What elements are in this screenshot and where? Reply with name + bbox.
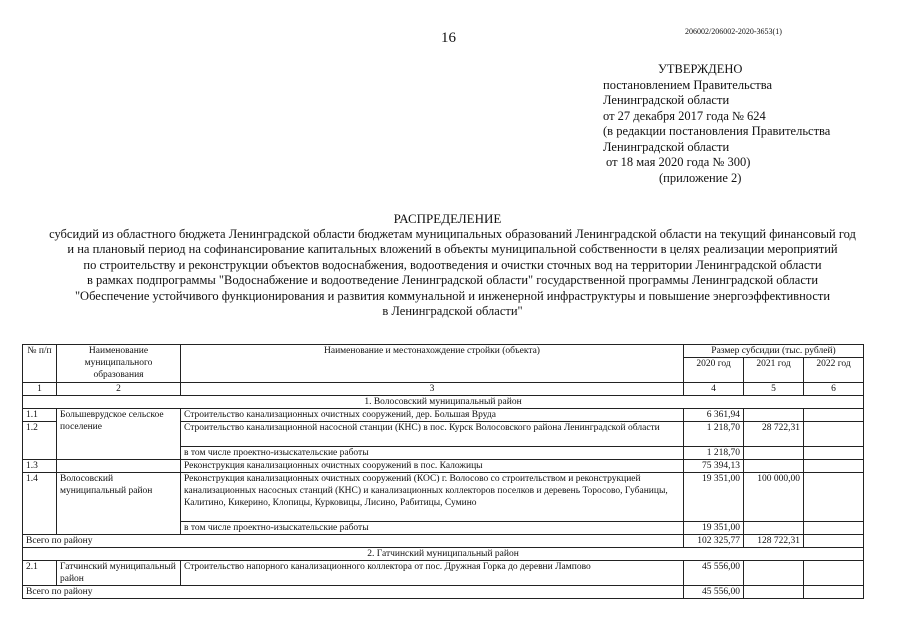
- subrow-value-2020: 1 218,70: [684, 447, 744, 460]
- header-year-2022: 2022 год: [804, 358, 864, 383]
- table-row: [23, 473, 864, 522]
- approval-line: (приложение 2): [659, 170, 742, 185]
- approval-line: Ленинградской области: [603, 139, 730, 154]
- row-value-2020: 1 218,70: [684, 422, 744, 447]
- empty-cell: [744, 586, 804, 599]
- row-municipality: Гатчинский муниципальный район: [57, 561, 181, 586]
- empty-cell: [804, 561, 864, 586]
- row-object: Реконструкция канализационных очистных сооружений в пос. Каложицы: [181, 460, 684, 473]
- empty-cell: [804, 447, 864, 460]
- row-value-2021: [744, 409, 804, 422]
- total-value-2020: 45 556,00: [684, 586, 744, 599]
- header-year-2021: 2021 год: [744, 358, 804, 383]
- empty-cell: [804, 460, 864, 473]
- approval-line: постановлением Правительства: [603, 77, 773, 92]
- subsidy-table: [22, 344, 864, 599]
- total-label: Всего по району: [23, 535, 684, 548]
- row-value-2020: 45 556,00: [684, 561, 744, 586]
- row-value-2022: [804, 409, 864, 422]
- row-municipality: Волосовский муниципальный район: [57, 473, 181, 535]
- row-value-2020: 19 351,00: [684, 473, 744, 522]
- header-year-2020: 2020 год: [684, 358, 744, 383]
- subrow-value-2020: 19 351,00: [684, 522, 744, 535]
- title-heading: РАСПРЕДЕЛЕНИЕ: [393, 211, 502, 226]
- empty-cell: [744, 522, 804, 535]
- document-code: 206002/206002-2020-3653(1): [685, 27, 782, 36]
- title-line: в Ленинградской области": [382, 304, 523, 318]
- approval-line: (в редакции постановления Правительства: [603, 124, 831, 138]
- header-municipality: Наименование муниципального образования: [57, 345, 181, 383]
- section-title: 1. Волосовский муниципальный район: [23, 396, 864, 409]
- table-row: [23, 460, 864, 473]
- empty-cell: [804, 473, 864, 522]
- empty-cell: [744, 460, 804, 473]
- col-number: 6: [804, 383, 864, 396]
- total-row: [23, 586, 864, 599]
- row-num: 1.4: [23, 473, 57, 535]
- col-number: 4: [684, 383, 744, 396]
- title-line: в рамках подпрограммы "Водоснабжение и водоотведение Ленинградской области" государственной программы Ленинградской области: [86, 273, 819, 287]
- section-row: [23, 548, 864, 561]
- table-row: [23, 409, 864, 422]
- page-number: 16: [441, 30, 456, 46]
- empty-cell: [57, 460, 181, 473]
- table-row: [23, 561, 864, 586]
- row-num: 1.1: [23, 409, 57, 422]
- row-num: 1.3: [23, 460, 57, 473]
- total-value-2020: 102 325,77: [684, 535, 744, 548]
- approval-line: от 27 декабря 2017 года № 624: [603, 108, 766, 123]
- header-subsidy: Размер субсидии (тыс. рублей): [684, 345, 864, 358]
- row-value-2020: 75 394,13: [684, 460, 744, 473]
- col-number: 3: [181, 383, 684, 396]
- col-number: 2: [57, 383, 181, 396]
- empty-cell: [744, 561, 804, 586]
- row-value-2021: 28 722,31: [744, 422, 804, 447]
- section-row: [23, 396, 864, 409]
- header-num: № п/п: [23, 345, 57, 383]
- table-header-row: [23, 345, 864, 358]
- section-title: 2. Гатчинский муниципальный район: [23, 548, 864, 561]
- row-value-2021: 100 000,00: [744, 473, 804, 522]
- row-value-2020: 6 361,94: [684, 409, 744, 422]
- approval-block: [603, 62, 830, 186]
- header-object: Наименование и местонахождение стройки (объекта): [181, 345, 684, 383]
- row-num: 2.1: [23, 561, 57, 586]
- row-object: Строительство напорного канализационного коллектора от пос. Дружная Горка до деревни Лампово: [181, 561, 684, 586]
- empty-cell: [804, 522, 864, 535]
- subrow-object: в том числе проектно-изыскательские работы: [181, 522, 684, 535]
- approval-line: УТВЕРЖДЕНО: [658, 62, 743, 76]
- title-line: субсидий из областного бюджета Ленинградской области бюджетам муниципальных образований Ленинградской области на текущий финансовый год: [49, 226, 856, 241]
- title-line: и на плановый период на софинансирование капитальных вложений в объекты муниципальной собственности в целях реализации мероприятий: [67, 242, 838, 256]
- subrow-object: в том числе проектно-изыскательские работы: [181, 447, 684, 460]
- title-line: по строительству и реконструкции объектов водоснабжения, водоотведения и очистки сточных вод на территории Ленинградской области: [83, 257, 822, 272]
- approval-line: от 18 мая 2020 года № 300): [606, 155, 751, 169]
- row-object: Строительство канализационных очистных сооружений, дер. Большая Вруда: [181, 409, 684, 422]
- document-title: [0, 211, 905, 320]
- col-number: 1: [23, 383, 57, 396]
- row-municipality: Большеврудское сельское поселение: [57, 409, 181, 460]
- empty-cell: [744, 447, 804, 460]
- row-num: 1.2: [23, 422, 57, 460]
- total-row: [23, 535, 864, 548]
- total-value-2021: 128 722,31: [744, 535, 804, 548]
- approval-line: Ленинградской области: [603, 93, 730, 107]
- empty-cell: [804, 586, 864, 599]
- empty-cell: [804, 535, 864, 548]
- title-line: "Обеспечение устойчивого функционирования и развития коммунальной и инженерной инфраструктуры и повышение энергоэффективности: [74, 288, 831, 303]
- row-value-2022: [804, 422, 864, 447]
- row-object: Строительство канализационной насосной станции (КНС) в пос. Курск Волосовского района Ленинградской области: [181, 422, 684, 447]
- col-number: 5: [744, 383, 804, 396]
- row-object: Реконструкция канализационных очистных сооружений (КОС) г. Волосово со строительством и реконструкцией канализационных насосных станций (КНС) и канализационных коллекторов поселков и деревень Торосово, Губаницы, Калитино, Кикерино, Клопицы, Курковицы, Лисино, Рабитицы, Сумино: [181, 473, 684, 522]
- column-number-row: [23, 383, 864, 396]
- total-label: Всего по району: [23, 586, 684, 599]
